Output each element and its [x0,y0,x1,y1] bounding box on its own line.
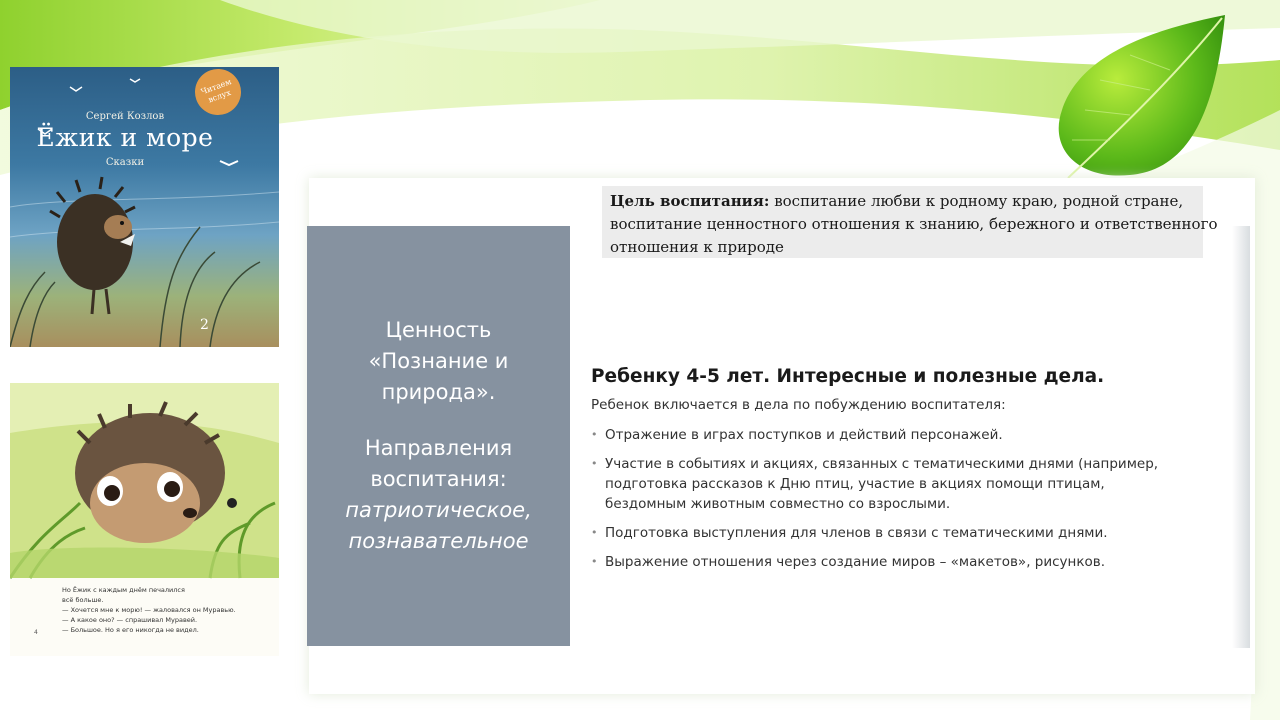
bullet-icon: • [591,428,598,441]
list-item [591,454,1221,514]
goal-line [610,190,1195,213]
value-panel [307,226,570,646]
cover-illustration [10,67,279,347]
section-heading: Ребенку 4-5 лет. Интересные и полезные дела. [591,366,1105,387]
story-line: — Большое. Но я его никогда не видел. [62,626,199,634]
svg-text:2: 2 [200,317,209,333]
list-item-line: Подготовка выступления для членов в связи с тематическими днями. [605,525,1108,541]
value-title [369,315,509,408]
directions-value-line: патриотическое, [345,498,532,522]
list-item-line: подготовка рассказов к Дню птиц, участие в акциях помощи птицам, [605,476,1105,492]
goal-box [602,186,1218,258]
book-author: Сергей Козлов [85,111,165,122]
goal-text: воспитание любви к родному краю, родной стране, [769,192,1184,210]
goal-label: Цель воспитания: [610,192,770,210]
card-side-stripe [1232,226,1250,648]
list-item [591,523,1221,543]
directions-label-line: воспитания: [370,467,507,491]
read-aloud-badge: Читаем вслух [189,67,248,121]
list-item [591,552,1221,572]
bullet-icon: • [591,526,598,539]
activities-section [591,366,1221,581]
value-title-line: «Познание и [368,349,509,373]
bullet-icon: • [591,555,598,568]
book-page-image [10,383,279,656]
book-title: Ёжик и море [36,123,214,152]
list-item-line: бездомным животным совместно со взрослыми. [605,496,951,512]
list-item-line: Участие в событиях и акциях, связанных с тематическими днями (например, [605,456,1159,472]
directions-label-line: Направления [364,436,513,460]
value-title-line: Ценность [385,318,492,342]
directions-block [345,433,532,557]
section-intro: Ребенок включается в дела по побуждению воспитателя: [591,397,1006,413]
bullet-icon: • [591,457,598,470]
list-item-line: Выражение отношения через создание миров – «макетов», рисунков. [605,554,1106,570]
book-cover-image [10,67,279,347]
directions-value-line: познавательное [348,529,529,553]
story-line: — Хочется мне к морю! — жаловался он Муравью. [62,606,236,614]
book-subtitle: Сказки [105,157,145,168]
goal-line: отношения к природе [610,238,784,256]
page-number: 4 [34,629,38,636]
value-title-line: природа». [381,380,496,404]
story-line: — А какое оно? — спрашивал Муравей. [62,616,198,624]
goal-line: воспитание ценностного отношения к знанию, бережного и ответственного [610,215,1218,233]
story-text [62,585,262,635]
activities-list [591,425,1221,572]
story-line: Но Ёжик с каждым днём печалился [62,586,185,594]
list-item [591,425,1221,445]
list-item-line: Отражение в играх поступков и действий персонажей. [605,427,1003,443]
story-line: всё больше. [62,596,104,604]
